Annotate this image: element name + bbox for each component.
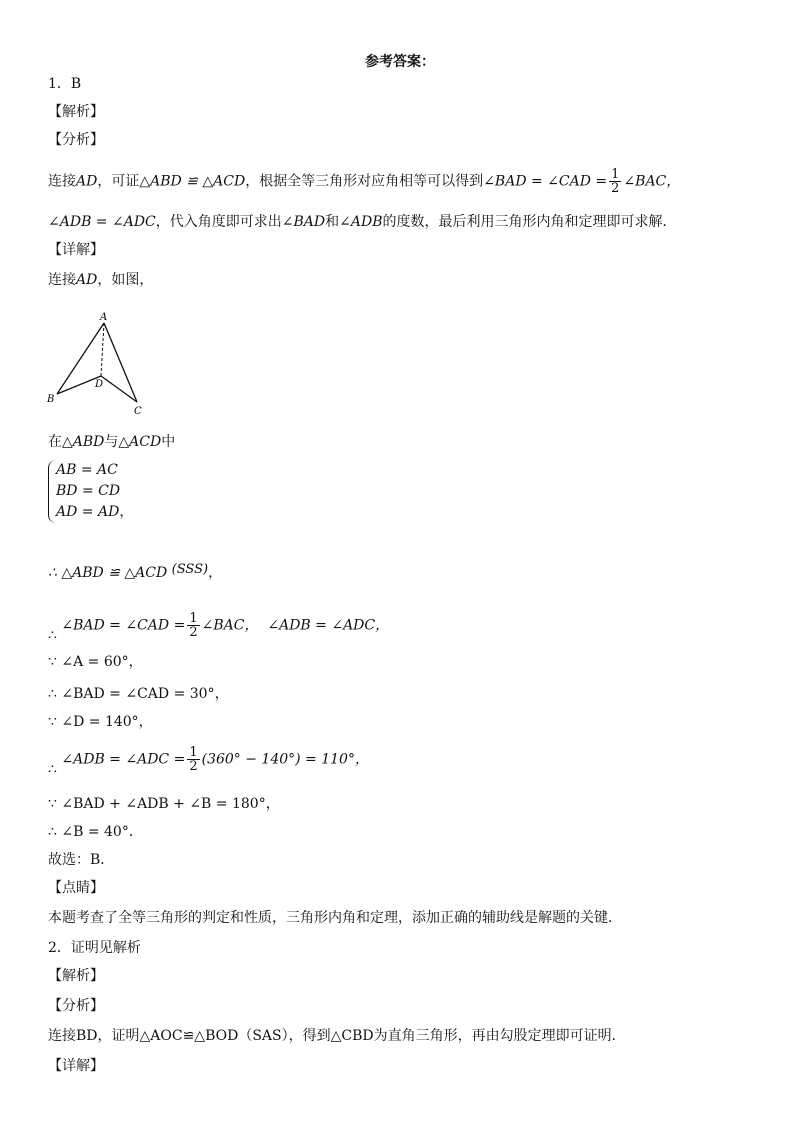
math-tri-acd: △ACD xyxy=(118,434,162,450)
q1-fenxi-line1 xyxy=(48,168,680,195)
q1-step5: ∵ ∠D = 140°， xyxy=(48,714,153,730)
math-angle-eq: ∠BAD = ∠CAD = xyxy=(61,617,186,634)
fraction-denominator: 2 xyxy=(189,625,198,640)
math-sss: (SSS) xyxy=(171,562,209,577)
equation-row: BD = CD xyxy=(56,483,121,499)
q1-dianjing-text: 本题考查了全等三角形的判定和性质，三角形内角和定理，添加正确的辅助线是解题的关键． xyxy=(48,910,622,926)
text: ，可证 xyxy=(97,173,140,190)
q1-fenxi-heading: 【分析】 xyxy=(48,132,104,148)
fraction-numerator: 1 xyxy=(189,611,198,626)
q1-step3: ∵ ∠A = 60°， xyxy=(48,654,143,670)
fraction-half xyxy=(187,612,199,639)
therefore-symbol: ∴ xyxy=(48,761,57,778)
math-angle-bac: ∠BAC， xyxy=(201,617,259,634)
math-expression: (360° − 140°) = 110°， xyxy=(201,751,369,768)
equation-text: AD = AD xyxy=(56,504,120,520)
q1-conclusion: 故选：B． xyxy=(48,852,115,868)
text: ，根据全等三角形对应角相等可以得到 xyxy=(245,173,484,190)
text: 和 xyxy=(325,214,340,230)
q2-jiexi-heading: 【解析】 xyxy=(48,968,104,984)
q1-connect-line xyxy=(48,270,153,290)
comma: ， xyxy=(119,504,134,520)
q1-fenxi-line2 xyxy=(48,212,676,232)
q1-xiangjie-heading: 【详解】 xyxy=(48,242,104,258)
q2-fenxi-heading: 【分析】 xyxy=(48,998,104,1014)
math-angle-eq: ∠BAD = ∠CAD = xyxy=(483,173,608,190)
label-a: A xyxy=(100,312,108,323)
therefore-symbol: ∴ xyxy=(48,627,57,644)
q2-fenxi-text: 连接BD，证明△AOC≌△BOD（SAS），得到△CBD为直角三角形，再由勾股定理即可证明． xyxy=(48,1028,626,1044)
fraction-numerator: 1 xyxy=(611,167,620,182)
q1-dianjing-heading: 【点睛】 xyxy=(48,880,104,896)
math-ad: AD xyxy=(76,272,98,288)
text: 连接 xyxy=(48,272,76,288)
q1-answer: 1．B xyxy=(48,76,82,92)
segment-ad-dashed xyxy=(101,323,104,376)
q1-in-triangles xyxy=(48,432,175,452)
q2-answer: 2．证明见解析 xyxy=(48,940,141,956)
q1-step2 xyxy=(48,612,389,646)
math-congruence: ∴ △ABD ≌ △ACD xyxy=(48,565,168,581)
equation-row: AB = AC xyxy=(56,462,118,478)
text: 与 xyxy=(104,434,119,450)
label-b: B xyxy=(47,394,55,405)
equation-row xyxy=(56,502,133,523)
q1-step8: ∴ ∠B = 40°． xyxy=(48,824,143,840)
math-angle-eq: ∠ADB = ∠ADC = xyxy=(61,751,186,768)
text: ，代入角度即可求出 xyxy=(155,214,282,230)
math-congruence: △ABD ≌ △ACD xyxy=(139,173,246,190)
fraction-half xyxy=(609,168,621,195)
math-angle-eq2: ∠ADB = ∠ADC xyxy=(48,214,156,230)
q2-xiangjie-heading: 【详解】 xyxy=(48,1058,104,1074)
text: 在 xyxy=(48,434,62,450)
fraction-denominator: 2 xyxy=(611,181,620,196)
triangle-figure xyxy=(44,306,154,416)
math-angle-bac: ∠BAC， xyxy=(623,173,681,190)
comma: ， xyxy=(208,565,223,581)
q1-step7: ∵ ∠BAD + ∠ADB + ∠B = 180°， xyxy=(48,796,280,812)
q1-step4: ∴ ∠BAD = ∠CAD = 30°， xyxy=(48,686,229,702)
page-title: 参考答案： xyxy=(365,54,435,70)
text: 连接 xyxy=(48,173,76,190)
text: 中 xyxy=(161,434,176,450)
text: 的度数，最后利用三角形内角和定理即可求解． xyxy=(382,214,677,230)
math-tri-abd: △ABD xyxy=(62,434,105,450)
q1-jiexi-heading: 【解析】 xyxy=(48,104,104,120)
fraction-half xyxy=(187,746,199,773)
fraction-numerator: 1 xyxy=(189,745,198,760)
q1-step6 xyxy=(48,746,369,780)
q1-step1 xyxy=(48,560,222,583)
text: ，如图， xyxy=(97,272,154,288)
label-d: D xyxy=(95,379,104,390)
math-angle-eq2: ∠ADB = ∠ADC， xyxy=(267,617,390,634)
math-angle-bad: ∠BAD xyxy=(281,214,326,230)
math-angle-adb: ∠ADB xyxy=(339,214,383,230)
label-c: C xyxy=(134,406,142,416)
math-ad: AD xyxy=(76,173,98,190)
equation-system xyxy=(48,460,133,523)
fraction-denominator: 2 xyxy=(189,759,198,774)
